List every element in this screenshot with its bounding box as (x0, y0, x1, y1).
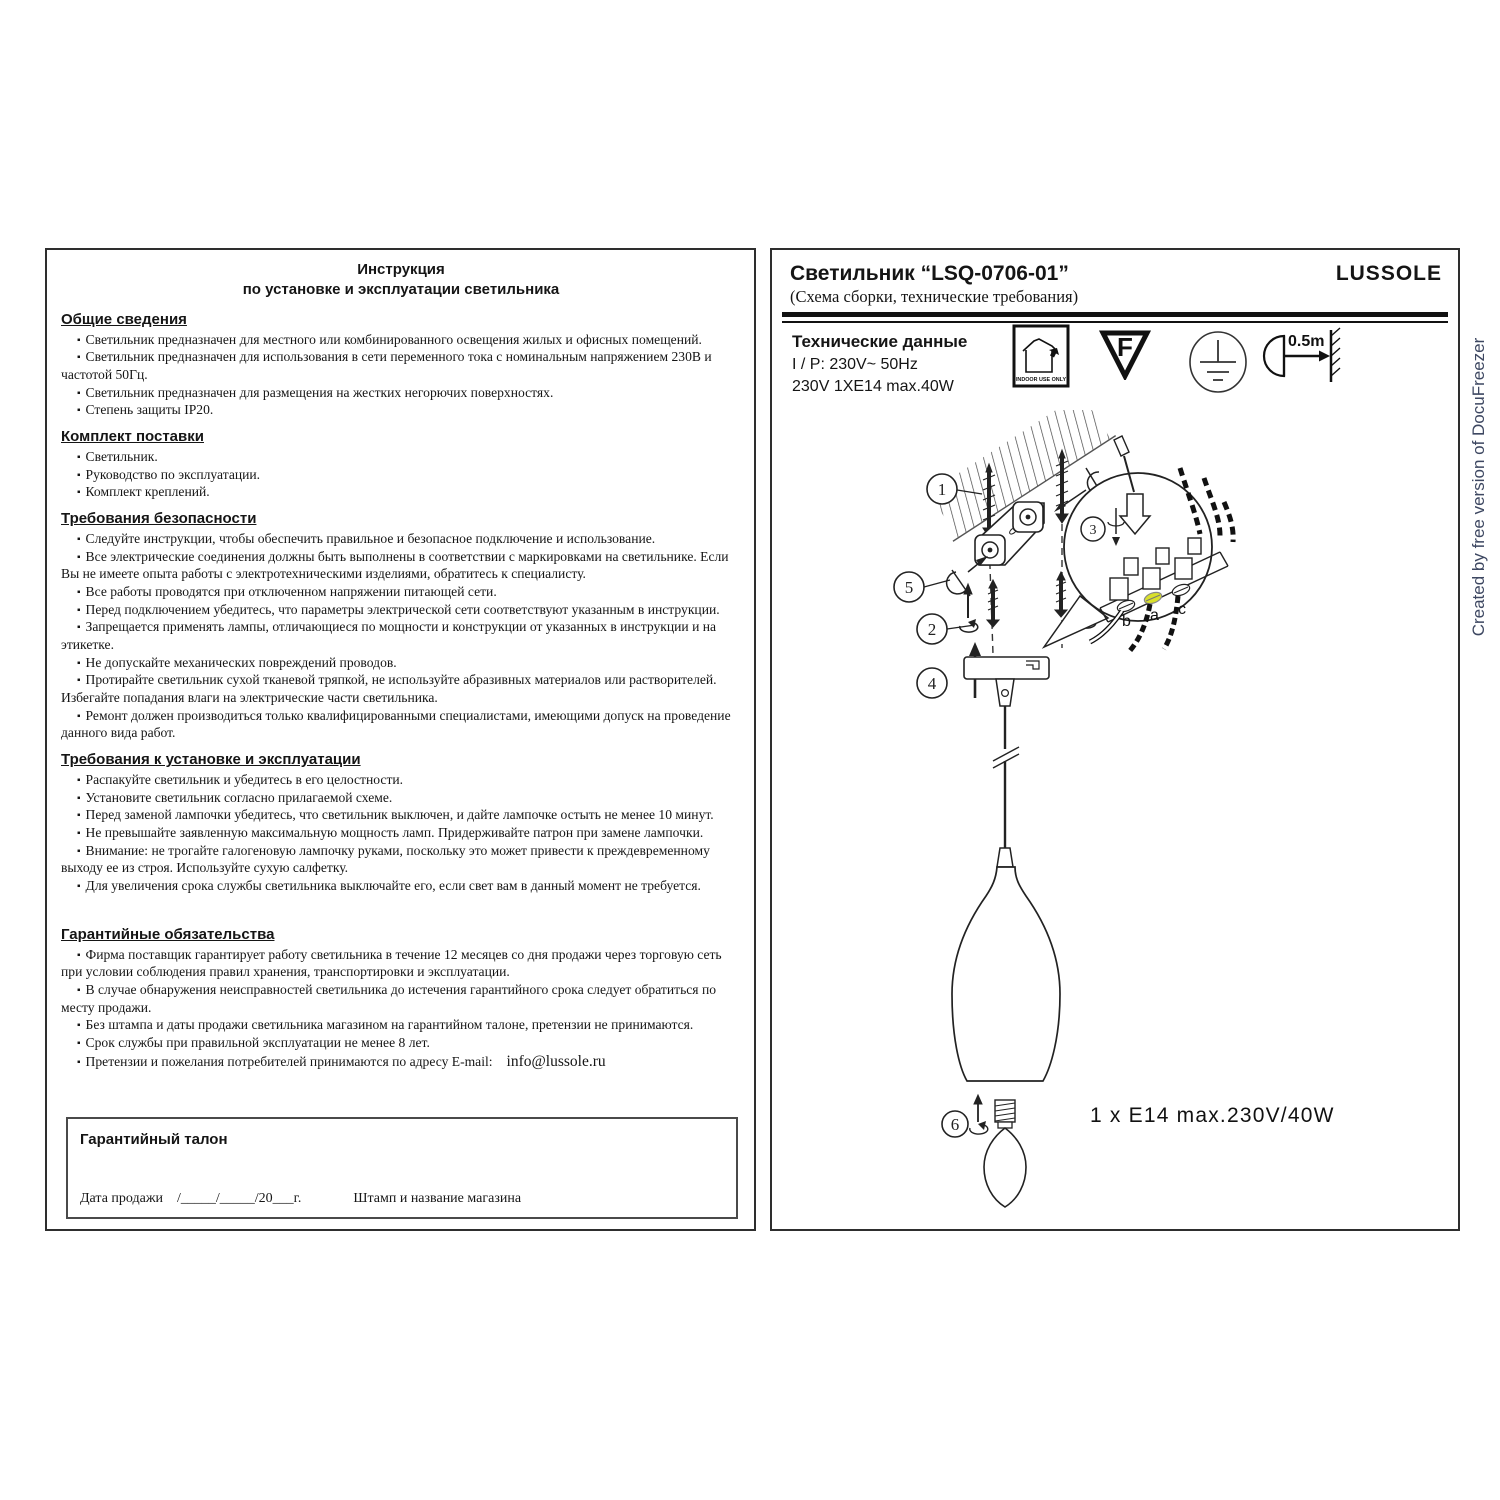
list-item: ▪ Не допускайте механических повреждений проводов. (61, 654, 741, 672)
section-heading: Общие сведения (61, 310, 187, 328)
section-heading: Гарантийные обязательства (61, 925, 275, 943)
list-item: ▪ Запрещается применять лампы, отличающиеся по мощности и конструкции от указанных в инструкции и на этикетке. (61, 618, 741, 653)
list-item: ▪ Для увеличения срока службы светильника выключайте его, если свет вам в данный момент не требуется. (61, 877, 741, 895)
bullet-list (61, 771, 741, 895)
list-item: ▪ Светильник предназначен для размещения на жестких негорючих поверхностях. (61, 384, 741, 402)
warranty-date-row (80, 1191, 726, 1207)
step-number-6: 6 (950, 1114, 960, 1134)
section-heading: Требования безопасности (61, 509, 257, 527)
wire-label-b: b (1122, 613, 1131, 630)
min-distance-label: 0.5m (1288, 333, 1325, 350)
list-item: ▪ В случае обнаружения неисправностей светильника до истечения гарантийного срока следует обратиться по месту продажи. (61, 981, 741, 1016)
min-distance-icon (1260, 324, 1344, 388)
right-panel-header (772, 250, 1458, 286)
step-number-4: 4 (927, 673, 937, 693)
sale-date-label: Дата продажи (80, 1191, 163, 1206)
section-package (61, 428, 741, 501)
stamp-label: Штамп и название магазина (353, 1191, 522, 1206)
section-heading: Требования к установке и эксплуатации (61, 750, 361, 768)
list-item: ▪ Без штампа и даты продажи светильника магазином на гарантийном талоне, претензии не принимаются. (61, 1016, 741, 1034)
list-item: ▪ Светильник предназначен для использования в сети переменного тока с номинальным напряжением 230В и частотой 50Гц. (61, 348, 741, 383)
list-item: ▪ Распакуйте светильник и убедитесь в его целостности. (61, 771, 741, 789)
list-item: ▪ Светильник предназначен для местного или комбинированного освещения жилых и офисных помещений. (61, 331, 741, 349)
bullet-list (61, 331, 741, 419)
list-item: ▪ Фирма поставщик гарантирует работу светильника в течение 12 месяцев со дня продажи через торговую сеть при условии соблюдения правил хранения, транспортировки и эксплуатации. (61, 946, 741, 981)
left-panel-title (61, 260, 741, 301)
mounting-screw (987, 580, 999, 627)
email-label: Претензии и пожелания потребителей принимаются по адресу E-mail: (85, 1053, 493, 1069)
list-item: ▪ Все работы проводятся при отключенном напряжении питающей сети. (61, 583, 741, 601)
section-heading: Комплект поставки (61, 427, 204, 445)
spacer (61, 904, 741, 926)
docufreezer-watermark: Created by free version of DocuFreezer (1469, 337, 1488, 637)
f-symbol-label: F (1117, 332, 1133, 362)
list-item: ▪ Руководство по эксплуатации. (61, 466, 741, 484)
warranty-coupon-title: Гарантийный талон (80, 1131, 228, 1148)
list-item: ▪ Перед подключением убедитесь, что параметры электрической сети соответствуют указанным в инструкции. (61, 601, 741, 619)
e14-bulb (984, 1100, 1026, 1207)
wire-label-a: a (1150, 607, 1159, 624)
list-item: ▪ Комплект креплений. (61, 483, 741, 501)
bulb-direction-arrow (970, 1095, 988, 1134)
list-item: ▪ Установите светильник согласно прилагаемой схеме. (61, 789, 741, 807)
ground-symbol-icon (1187, 330, 1249, 394)
indoor-use-only-label: INDOOR USE ONLY (1015, 377, 1067, 383)
bullet-list (61, 448, 741, 501)
wire-label-c: c (1178, 601, 1186, 618)
product-title: Светильник “LSQ-0706-01” (790, 262, 1069, 285)
list-item: ▪ Ремонт должен производиться только квалифицированными специалистами, имеющими допуск на проведение данного вида работ. (61, 707, 741, 742)
list-item: ▪ Следуйте инструкции, чтобы обеспечить правильное и безопасное подключение и использование. (61, 530, 741, 548)
section-safety (61, 510, 741, 742)
list-item: ▪ Степень защиты IP20. (61, 401, 741, 419)
tech-heading: Технические данные (792, 332, 968, 351)
email-address: info@lussole.ru (506, 1052, 606, 1070)
bullet-list (61, 946, 741, 1072)
detail-bubble (1044, 436, 1233, 653)
title-line-1: Инструкция (357, 261, 445, 278)
list-item: ▪ Светильник. (61, 448, 741, 466)
tech-line-lamp: 230V 1XE14 max.40W (792, 377, 954, 395)
tech-line-voltage: I / P: 230V~ 50Hz (792, 355, 918, 373)
list-item: ▪ Протирайте светильник сухой тканевой тряпкой, не используйте абразивных материалов или растворителей. Избегайте попадания влаги на электрические части светильника. (61, 671, 741, 706)
panel-subtitle: (Схема сборки, технические требования) (790, 287, 1079, 306)
step-number-2: 2 (927, 619, 937, 639)
mounting-screw (1055, 572, 1067, 617)
list-item: ▪ Перед заменой лампочки убедитесь, что светильник выключен, и дайте лампочке остыть не менее 10 минут. (61, 806, 741, 824)
list-item: ▪ Все электрические соединения должны быть выполнены в соответствии с маркировками на светильнике. Если Вы не имеете опыта работы с электротехническими изделиями, обратитесь к специалисту. (61, 548, 741, 583)
instruction-panel (45, 248, 756, 1231)
bullet-list (61, 530, 741, 742)
glass-shade (952, 848, 1060, 1081)
step-number-1: 1 (937, 479, 947, 499)
list-item: ▪ Срок службы при правильной эксплуатации не менее 8 лет. (61, 1034, 741, 1052)
ceiling-canopy (964, 657, 1049, 706)
step-number-5: 5 (904, 577, 914, 597)
brand-logo: LUSSOLE (1335, 262, 1442, 285)
list-item: ▪ Не превышайте заявленную максимальную мощность ламп. Придерживайте патрон при замене лампочки. (61, 824, 741, 842)
suspension-cord (993, 706, 1019, 850)
assembly-diagram (772, 410, 1458, 1230)
f-symbol-icon (1099, 328, 1151, 380)
screw-direction-arrow (960, 584, 978, 632)
warranty-coupon-box (66, 1117, 738, 1219)
lamp-spec-label: 1 x E14 max.230V/40W (1090, 1104, 1335, 1127)
sale-date-blanks: /_____/_____/20___г. (177, 1191, 302, 1206)
assembly-panel (770, 248, 1460, 1231)
section-installation (61, 751, 741, 895)
title-line-2: по установке и эксплуатации светильника (242, 281, 560, 299)
step-number-3: 3 (1089, 522, 1097, 538)
list-item (61, 1052, 741, 1072)
list-item: ▪ Внимание: не трогайте галогеновую лампочку руками, поскольку это может привести к преждевременному выходу ее из строя. Используйте сухую салфетку. (61, 842, 741, 877)
section-general (61, 311, 741, 419)
indoor-use-only-icon (1012, 324, 1070, 388)
section-warranty (61, 926, 741, 1072)
double-rule (782, 312, 1448, 323)
